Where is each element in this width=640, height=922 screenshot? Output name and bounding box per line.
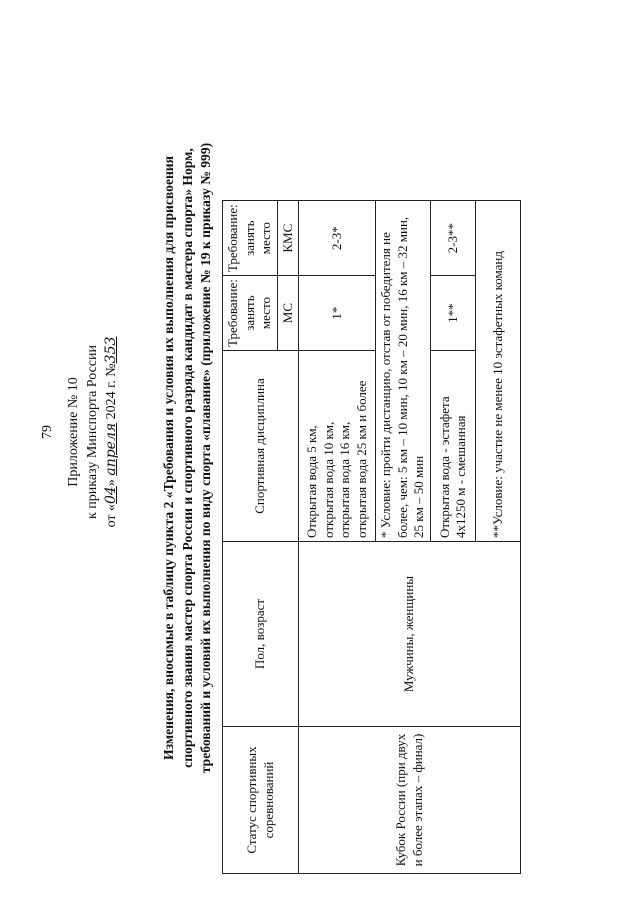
date-day: 04 (103, 486, 119, 504)
note-time-condition: * Условие: пройти дистанцию, отстав от победителя не более, чем: 5 км – 10 мин, 10 км – 20 мин, 16 км – 32 мин, 25 км – 50 мин (376, 201, 431, 542)
order-date-line: от «04» апреля 2024 г. №353 (103, 336, 119, 528)
document-title: Изменения, вносимые в таблицу пункта 2 «Требования и условия их выполнения для присвоения спортивного звания мастер спорта России и спортивного разряда кандидат в мастера спорта» Норм, требований и условий их выполнения по виду спорта «плавание» (приложение № 19 к приказу № 999) (161, 142, 213, 774)
header-ms: МС (277, 276, 299, 351)
gender-age: Мужчины, женщины (299, 542, 521, 727)
kms-place-relay: 2-3** (431, 201, 476, 276)
header-gender: Пол, возраст (223, 542, 299, 727)
ms-place-relay: 1** (431, 276, 476, 351)
header-kms-requirement: Требование: занять место (223, 201, 278, 276)
note-relay-condition: **Условие: участие не менее 10 эстафетных команд (476, 201, 521, 542)
appendix-header (38, 302, 121, 562)
header-discipline: Спортивная дисциплина (223, 351, 299, 542)
discipline-open-water: Открытая вода 5 км, открытая вода 10 км, открытая вода 16 км, открытая вода 25 км и более (299, 351, 376, 542)
requirements-table (222, 200, 521, 874)
competition-status: Кубок России (при двух и более этапах – финал) (299, 727, 521, 874)
header-status: Статус спортивных соревнований (223, 727, 299, 874)
page-number: 79 (40, 425, 55, 439)
appendix-label: Приложение № 10 (66, 377, 81, 487)
header-ms-requirement: Требование: занять место (223, 276, 278, 351)
discipline-relay: Открытая вода - эстафета 4х1250 м - смешанная (431, 351, 476, 542)
kms-place-open-water: 2-3* (299, 201, 376, 276)
order-line: к приказу Минспорта России (85, 345, 100, 519)
ms-place-open-water: 1* (299, 276, 376, 351)
header-kms: КМС (277, 201, 299, 276)
date-month: апреля (103, 422, 119, 476)
order-number: 353 (103, 336, 119, 364)
